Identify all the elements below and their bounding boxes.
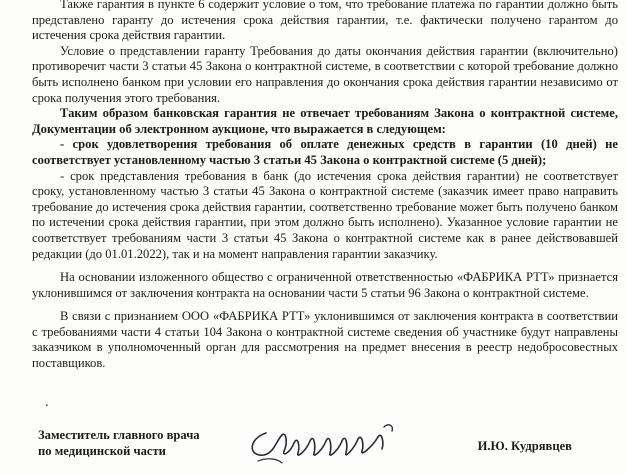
signature-block [38,427,616,471]
paragraph-payment-term: - срок удовлетворения требования об оплате денежных средств в гарантии (10 дней) не соответствует установленному частью 3 статьи 45 Закона о контрактной системе (5 дней); [32,137,618,167]
paragraph-submission-term: - срок представления требования в банк (до истечения срока действия гарантии) не соответствует сроку, установленному частью 3 статьи 45 Закона о контрактной системе (заказчик имеет право направить требование до истечения срока действия гарантии, соответственно требование может быть получено банком по истечении срока действия гарантии, при этом должно быть исполнено). Указанное условие гарантии не соответствует требованиям части 3 статьи 45 Закона о контрактной системе как в ранее действовавшей редакции (до 01.01.2022), так и на момент направления гарантии заказчику. [32,168,618,261]
paragraph-conclusion: Таким образом банковская гарантия не отвечает требованиям Закона о контрактной системе, Документации об электронном аукционе, что выражается в следующем: [32,106,618,136]
signer-title-line2: по медицинской части [38,444,166,458]
paragraph-evasion-decision: На основании изложенного общество с ограниченной ответственностью «ФАБРИКА РТТ» признается уклонившимся от заключения контракта на основании части 5 статьи 96 Закона о контрактной системе. [32,270,618,300]
signer-name: И.Ю. Кудрявцев [477,439,572,453]
signer-title-line1: Заместитель главного врача [38,428,200,442]
paragraph-registry-notice: В связи с признанием ООО «ФАБРИКА РТТ» уклонившимся от заключения контракта в соответствии с требованиями части 4 статьи 104 Закона о контрактной системе сведения об участнике будут направлены заказчиком в уполномоченный орган для рассмотрения на предмет внесения в реестр недобросовестных поставщиков. [32,309,618,371]
signer-title [38,427,200,459]
document-body [32,0,618,372]
stray-mark: . [45,395,49,410]
handwritten-signature-icon [238,413,418,469]
paragraph-guarantee-clause-6: Также гарантия в пункте 6 содержит условие о том, что требование платежа по гарантии должно быть представлено гаранту до истечения срока действия гарантии, т.е. фактически получено гарантом до истечения срока действия гарантии. [32,0,618,43]
paragraph-presentation-condition: Условие о представлении гаранту Требования до даты окончания действия гарантии (включительно) противоречит части 3 статьи 45 Закона о контрактной системе, в соответствии с которой требование должно быть исполнено банком при условии его направления до окончания срока действия гарантии независимо от срока получения этого требования. [32,43,618,105]
